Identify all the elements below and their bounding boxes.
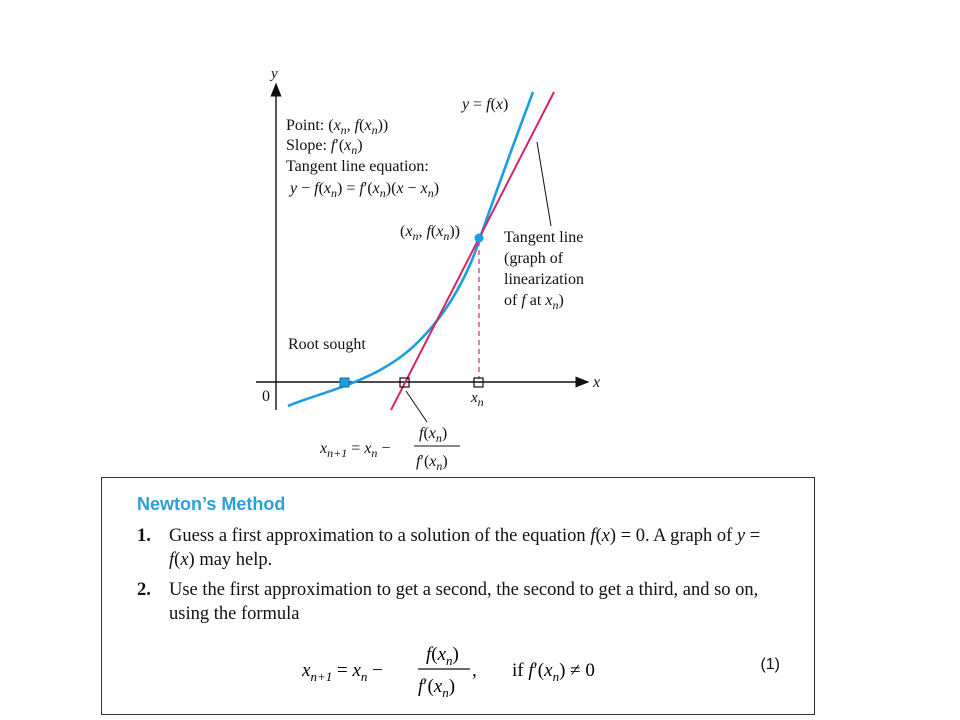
point-label: Point: ($x_n$, $f(x_n)$) [286,117,389,137]
root-marker [340,378,349,387]
tangent-annotation-line-1: Tangent line [504,229,584,246]
tangent-annotation-line-4: of f at $x_n$) [504,292,564,312]
tangent-eq-heading: Tangent line equation: [286,158,429,175]
x-axis-label: x [593,374,601,391]
xn-tick-label: $x_n$ [471,390,484,409]
tangent-annotation-line-3: linearization [504,271,584,288]
svg-text:if f′(xn) ≠ 0: if $f'(x_n) \ne 0$ [512,660,595,684]
y-axis-label: y [271,66,278,82]
tangent-annotation-line-2: (graph of [504,250,564,267]
next-approx-formula [319,425,460,473]
tangent-leader-line [537,142,551,226]
curve-label: y = f(x) [462,96,509,113]
next-approx-leader-line [406,391,427,422]
step-2-number: 2. [137,580,151,600]
svg-text:f′(xn): $f'(x_n)$ [418,676,456,700]
svg-text:xn+1 = xn −: $x_{n+1} = x_n$ − [320,440,391,460]
point-coord-label: ($x_n$, $f(x_n)$) [400,223,460,243]
svg-text:xn+1 = xn −: $x_{n+1} = x_n$ − [302,660,383,684]
slope-label: Slope: $f'(x_n)$ [286,137,363,157]
equation-number: (1) [760,656,780,673]
method-title: Newton’s Method [137,494,286,514]
newton-formula [302,638,662,708]
svg-text:f′(xn): $f'(x_n)$ [416,453,448,473]
root-label: Root sought [288,336,366,353]
newtons-method-box [101,477,815,715]
origin-label: 0 [262,388,270,405]
step-2-text: Use the first approximation to get a second, the second to get a third, and so on, using the formula [169,580,759,624]
svg-text:,: , [472,660,477,681]
step-1-text: Guess a first approximation to a solution of the equation f(x) = 0. A graph of y = f(x) may help. [169,526,761,570]
svg-text:f(xn): $f(x_n)$ [426,644,459,668]
tangent-eq: $y - f(x_n) = f'(x_n)(x - x_n)$ [290,180,440,200]
tangent-point [475,234,484,243]
svg-text:f(xn): $f(x_n)$ [419,425,448,445]
step-1-number: 1. [137,526,151,546]
